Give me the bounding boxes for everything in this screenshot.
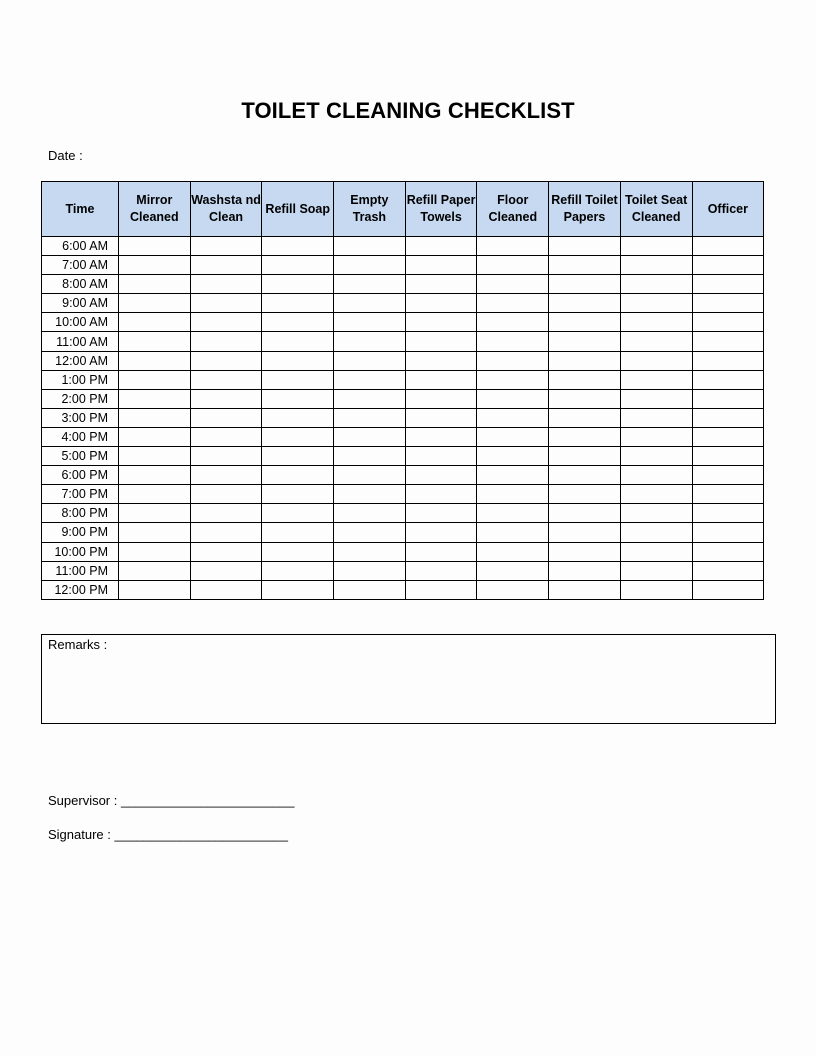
check-cell[interactable] bbox=[119, 389, 191, 408]
check-cell[interactable] bbox=[549, 523, 621, 542]
check-cell[interactable] bbox=[405, 237, 477, 256]
table-row bbox=[42, 523, 764, 542]
check-cell[interactable] bbox=[262, 351, 334, 370]
table-row bbox=[42, 389, 764, 408]
check-cell[interactable] bbox=[692, 294, 764, 313]
check-cell[interactable] bbox=[692, 275, 764, 294]
check-cell[interactable] bbox=[119, 408, 191, 427]
check-cell[interactable] bbox=[190, 313, 262, 332]
check-cell[interactable] bbox=[477, 485, 549, 504]
check-cell[interactable] bbox=[405, 313, 477, 332]
time-cell: 4:00 PM bbox=[42, 427, 119, 446]
column-header: Refill Soap bbox=[262, 182, 334, 237]
check-cell[interactable] bbox=[405, 294, 477, 313]
check-cell[interactable] bbox=[190, 370, 262, 389]
date-field[interactable]: Date : bbox=[48, 148, 83, 163]
check-cell[interactable] bbox=[190, 256, 262, 275]
check-cell[interactable] bbox=[405, 561, 477, 580]
check-cell[interactable] bbox=[262, 294, 334, 313]
check-cell[interactable] bbox=[549, 256, 621, 275]
table-row bbox=[42, 485, 764, 504]
check-cell[interactable] bbox=[692, 256, 764, 275]
column-header: Officer bbox=[692, 182, 764, 237]
check-cell[interactable] bbox=[549, 237, 621, 256]
time-cell: 9:00 PM bbox=[42, 523, 119, 542]
time-cell: 8:00 AM bbox=[42, 275, 119, 294]
check-cell[interactable] bbox=[190, 485, 262, 504]
check-cell[interactable] bbox=[477, 427, 549, 446]
check-cell[interactable] bbox=[620, 485, 692, 504]
check-cell[interactable] bbox=[334, 561, 406, 580]
check-cell[interactable] bbox=[620, 389, 692, 408]
check-cell[interactable] bbox=[549, 332, 621, 351]
check-cell[interactable] bbox=[620, 408, 692, 427]
check-cell[interactable] bbox=[692, 313, 764, 332]
check-cell[interactable] bbox=[190, 351, 262, 370]
check-cell[interactable] bbox=[262, 504, 334, 523]
column-header: Time bbox=[42, 182, 119, 237]
check-cell[interactable] bbox=[620, 447, 692, 466]
check-cell[interactable] bbox=[549, 504, 621, 523]
check-cell[interactable] bbox=[262, 561, 334, 580]
table-row bbox=[42, 542, 764, 561]
table-row bbox=[42, 561, 764, 580]
check-cell[interactable] bbox=[620, 466, 692, 485]
check-cell[interactable] bbox=[119, 485, 191, 504]
check-cell[interactable] bbox=[334, 447, 406, 466]
check-cell[interactable] bbox=[334, 237, 406, 256]
check-cell[interactable] bbox=[405, 485, 477, 504]
check-cell[interactable] bbox=[692, 523, 764, 542]
check-cell[interactable] bbox=[477, 313, 549, 332]
check-cell[interactable] bbox=[405, 504, 477, 523]
check-cell[interactable] bbox=[477, 408, 549, 427]
check-cell[interactable] bbox=[119, 275, 191, 294]
column-header: Refill Paper Towels bbox=[405, 182, 477, 237]
check-cell[interactable] bbox=[477, 332, 549, 351]
check-cell[interactable] bbox=[405, 332, 477, 351]
check-cell[interactable] bbox=[692, 351, 764, 370]
check-cell[interactable] bbox=[334, 370, 406, 389]
check-cell[interactable] bbox=[262, 542, 334, 561]
check-cell[interactable] bbox=[477, 447, 549, 466]
check-cell[interactable] bbox=[477, 504, 549, 523]
table-row bbox=[42, 351, 764, 370]
check-cell[interactable] bbox=[692, 389, 764, 408]
table-row bbox=[42, 447, 764, 466]
check-cell[interactable] bbox=[262, 389, 334, 408]
time-cell: 11:00 PM bbox=[42, 561, 119, 580]
check-cell[interactable] bbox=[190, 408, 262, 427]
check-cell[interactable] bbox=[262, 370, 334, 389]
check-cell[interactable] bbox=[334, 466, 406, 485]
check-cell[interactable] bbox=[405, 389, 477, 408]
check-cell[interactable] bbox=[549, 351, 621, 370]
time-cell: 6:00 AM bbox=[42, 237, 119, 256]
check-cell[interactable] bbox=[262, 447, 334, 466]
remarks-label: Remarks : bbox=[48, 637, 108, 652]
check-cell[interactable] bbox=[190, 389, 262, 408]
table-row bbox=[42, 408, 764, 427]
time-cell: 1:00 PM bbox=[42, 370, 119, 389]
check-cell[interactable] bbox=[119, 580, 191, 599]
signature-line[interactable]: Signature : ________________________ bbox=[48, 827, 289, 842]
check-cell[interactable] bbox=[119, 351, 191, 370]
table-row bbox=[42, 256, 764, 275]
check-cell[interactable] bbox=[620, 256, 692, 275]
check-cell[interactable] bbox=[477, 580, 549, 599]
check-cell[interactable] bbox=[549, 313, 621, 332]
check-cell[interactable] bbox=[334, 427, 406, 446]
check-cell[interactable] bbox=[119, 504, 191, 523]
check-cell[interactable] bbox=[334, 389, 406, 408]
check-cell[interactable] bbox=[477, 389, 549, 408]
check-cell[interactable] bbox=[190, 275, 262, 294]
check-cell[interactable] bbox=[549, 466, 621, 485]
check-cell[interactable] bbox=[692, 504, 764, 523]
check-cell[interactable] bbox=[190, 332, 262, 351]
column-header: Mirror Cleaned bbox=[119, 182, 191, 237]
check-cell[interactable] bbox=[692, 237, 764, 256]
column-header: Floor Cleaned bbox=[477, 182, 549, 237]
time-cell: 5:00 PM bbox=[42, 447, 119, 466]
check-cell[interactable] bbox=[405, 275, 477, 294]
check-cell[interactable] bbox=[190, 561, 262, 580]
check-cell[interactable] bbox=[119, 294, 191, 313]
checklist-table bbox=[41, 181, 764, 600]
table-row bbox=[42, 370, 764, 389]
check-cell[interactable] bbox=[620, 580, 692, 599]
table-row bbox=[42, 427, 764, 446]
check-cell[interactable] bbox=[119, 313, 191, 332]
check-cell[interactable] bbox=[262, 466, 334, 485]
check-cell[interactable] bbox=[190, 466, 262, 485]
check-cell[interactable] bbox=[334, 275, 406, 294]
check-cell[interactable] bbox=[620, 294, 692, 313]
check-cell[interactable] bbox=[262, 313, 334, 332]
check-cell[interactable] bbox=[692, 542, 764, 561]
time-cell: 11:00 AM bbox=[42, 332, 119, 351]
check-cell[interactable] bbox=[405, 351, 477, 370]
document-title: TOILET CLEANING CHECKLIST bbox=[241, 98, 575, 123]
time-cell: 3:00 PM bbox=[42, 408, 119, 427]
check-cell[interactable] bbox=[119, 256, 191, 275]
check-cell[interactable] bbox=[477, 294, 549, 313]
check-cell[interactable] bbox=[262, 332, 334, 351]
column-header: Empty Trash bbox=[334, 182, 406, 237]
remarks-box[interactable] bbox=[41, 634, 776, 724]
check-cell[interactable] bbox=[262, 256, 334, 275]
check-cell[interactable] bbox=[262, 408, 334, 427]
check-cell[interactable] bbox=[692, 485, 764, 504]
check-cell[interactable] bbox=[405, 447, 477, 466]
check-cell[interactable] bbox=[692, 370, 764, 389]
table-row bbox=[42, 294, 764, 313]
table-row bbox=[42, 237, 764, 256]
check-cell[interactable] bbox=[334, 542, 406, 561]
time-cell: 8:00 PM bbox=[42, 504, 119, 523]
check-cell[interactable] bbox=[119, 542, 191, 561]
table-row bbox=[42, 332, 764, 351]
check-cell[interactable] bbox=[620, 275, 692, 294]
check-cell[interactable] bbox=[549, 389, 621, 408]
check-cell[interactable] bbox=[334, 485, 406, 504]
time-cell: 9:00 AM bbox=[42, 294, 119, 313]
check-cell[interactable] bbox=[190, 427, 262, 446]
check-cell[interactable] bbox=[262, 580, 334, 599]
check-cell[interactable] bbox=[262, 523, 334, 542]
time-cell: 10:00 AM bbox=[42, 313, 119, 332]
check-cell[interactable] bbox=[405, 523, 477, 542]
check-cell[interactable] bbox=[477, 237, 549, 256]
check-cell[interactable] bbox=[334, 313, 406, 332]
check-cell[interactable] bbox=[190, 523, 262, 542]
check-cell[interactable] bbox=[549, 447, 621, 466]
check-cell[interactable] bbox=[119, 332, 191, 351]
check-cell[interactable] bbox=[190, 237, 262, 256]
check-cell[interactable] bbox=[334, 294, 406, 313]
check-cell[interactable] bbox=[549, 427, 621, 446]
supervisor-line[interactable]: Supervisor : ________________________ bbox=[48, 793, 295, 808]
check-cell[interactable] bbox=[405, 427, 477, 446]
time-cell: 6:00 PM bbox=[42, 466, 119, 485]
check-cell[interactable] bbox=[549, 485, 621, 504]
check-cell[interactable] bbox=[549, 561, 621, 580]
time-cell: 7:00 AM bbox=[42, 256, 119, 275]
check-cell[interactable] bbox=[549, 408, 621, 427]
table-row bbox=[42, 275, 764, 294]
check-cell[interactable] bbox=[620, 542, 692, 561]
time-cell: 10:00 PM bbox=[42, 542, 119, 561]
check-cell[interactable] bbox=[549, 542, 621, 561]
check-cell[interactable] bbox=[405, 580, 477, 599]
check-cell[interactable] bbox=[334, 351, 406, 370]
time-cell: 12:00 PM bbox=[42, 580, 119, 599]
check-cell[interactable] bbox=[620, 427, 692, 446]
check-cell[interactable] bbox=[262, 275, 334, 294]
check-cell[interactable] bbox=[119, 427, 191, 446]
check-cell[interactable] bbox=[549, 294, 621, 313]
table-row bbox=[42, 313, 764, 332]
check-cell[interactable] bbox=[477, 351, 549, 370]
table-row bbox=[42, 580, 764, 599]
check-cell[interactable] bbox=[262, 237, 334, 256]
check-cell[interactable] bbox=[405, 408, 477, 427]
check-cell[interactable] bbox=[692, 466, 764, 485]
check-cell[interactable] bbox=[334, 523, 406, 542]
check-cell[interactable] bbox=[119, 237, 191, 256]
check-cell[interactable] bbox=[334, 332, 406, 351]
header-row bbox=[42, 182, 764, 237]
table-row bbox=[42, 466, 764, 485]
check-cell[interactable] bbox=[119, 466, 191, 485]
time-cell: 12:00 AM bbox=[42, 351, 119, 370]
check-cell[interactable] bbox=[620, 504, 692, 523]
check-cell[interactable] bbox=[692, 427, 764, 446]
time-cell: 2:00 PM bbox=[42, 389, 119, 408]
check-cell[interactable] bbox=[405, 256, 477, 275]
check-cell[interactable] bbox=[405, 370, 477, 389]
check-cell[interactable] bbox=[190, 580, 262, 599]
check-cell[interactable] bbox=[692, 561, 764, 580]
check-cell[interactable] bbox=[262, 485, 334, 504]
check-cell[interactable] bbox=[477, 523, 549, 542]
check-cell[interactable] bbox=[262, 427, 334, 446]
column-header: Refill Toilet Papers bbox=[549, 182, 621, 237]
check-cell[interactable] bbox=[334, 504, 406, 523]
check-cell[interactable] bbox=[692, 447, 764, 466]
check-cell[interactable] bbox=[692, 332, 764, 351]
check-cell[interactable] bbox=[405, 542, 477, 561]
check-cell[interactable] bbox=[477, 542, 549, 561]
time-cell: 7:00 PM bbox=[42, 485, 119, 504]
check-cell[interactable] bbox=[620, 332, 692, 351]
check-cell[interactable] bbox=[334, 580, 406, 599]
check-cell[interactable] bbox=[692, 580, 764, 599]
check-cell[interactable] bbox=[190, 542, 262, 561]
check-cell[interactable] bbox=[620, 561, 692, 580]
check-cell[interactable] bbox=[549, 275, 621, 294]
check-cell[interactable] bbox=[119, 447, 191, 466]
check-cell[interactable] bbox=[119, 370, 191, 389]
check-cell[interactable] bbox=[190, 504, 262, 523]
check-cell[interactable] bbox=[190, 447, 262, 466]
column-header: Toilet Seat Cleaned bbox=[620, 182, 692, 237]
check-cell[interactable] bbox=[477, 370, 549, 389]
check-cell[interactable] bbox=[477, 256, 549, 275]
table-row bbox=[42, 504, 764, 523]
check-cell[interactable] bbox=[692, 408, 764, 427]
check-cell[interactable] bbox=[334, 408, 406, 427]
check-cell[interactable] bbox=[477, 466, 549, 485]
check-cell[interactable] bbox=[477, 561, 549, 580]
check-cell[interactable] bbox=[549, 370, 621, 389]
check-cell[interactable] bbox=[549, 580, 621, 599]
check-cell[interactable] bbox=[620, 370, 692, 389]
check-cell[interactable] bbox=[620, 237, 692, 256]
check-cell[interactable] bbox=[620, 313, 692, 332]
check-cell[interactable] bbox=[190, 294, 262, 313]
check-cell[interactable] bbox=[620, 523, 692, 542]
check-cell[interactable] bbox=[620, 351, 692, 370]
check-cell[interactable] bbox=[405, 466, 477, 485]
check-cell[interactable] bbox=[334, 256, 406, 275]
check-cell[interactable] bbox=[477, 275, 549, 294]
check-cell[interactable] bbox=[119, 561, 191, 580]
check-cell[interactable] bbox=[119, 523, 191, 542]
column-header: Washsta nd Clean bbox=[190, 182, 262, 237]
